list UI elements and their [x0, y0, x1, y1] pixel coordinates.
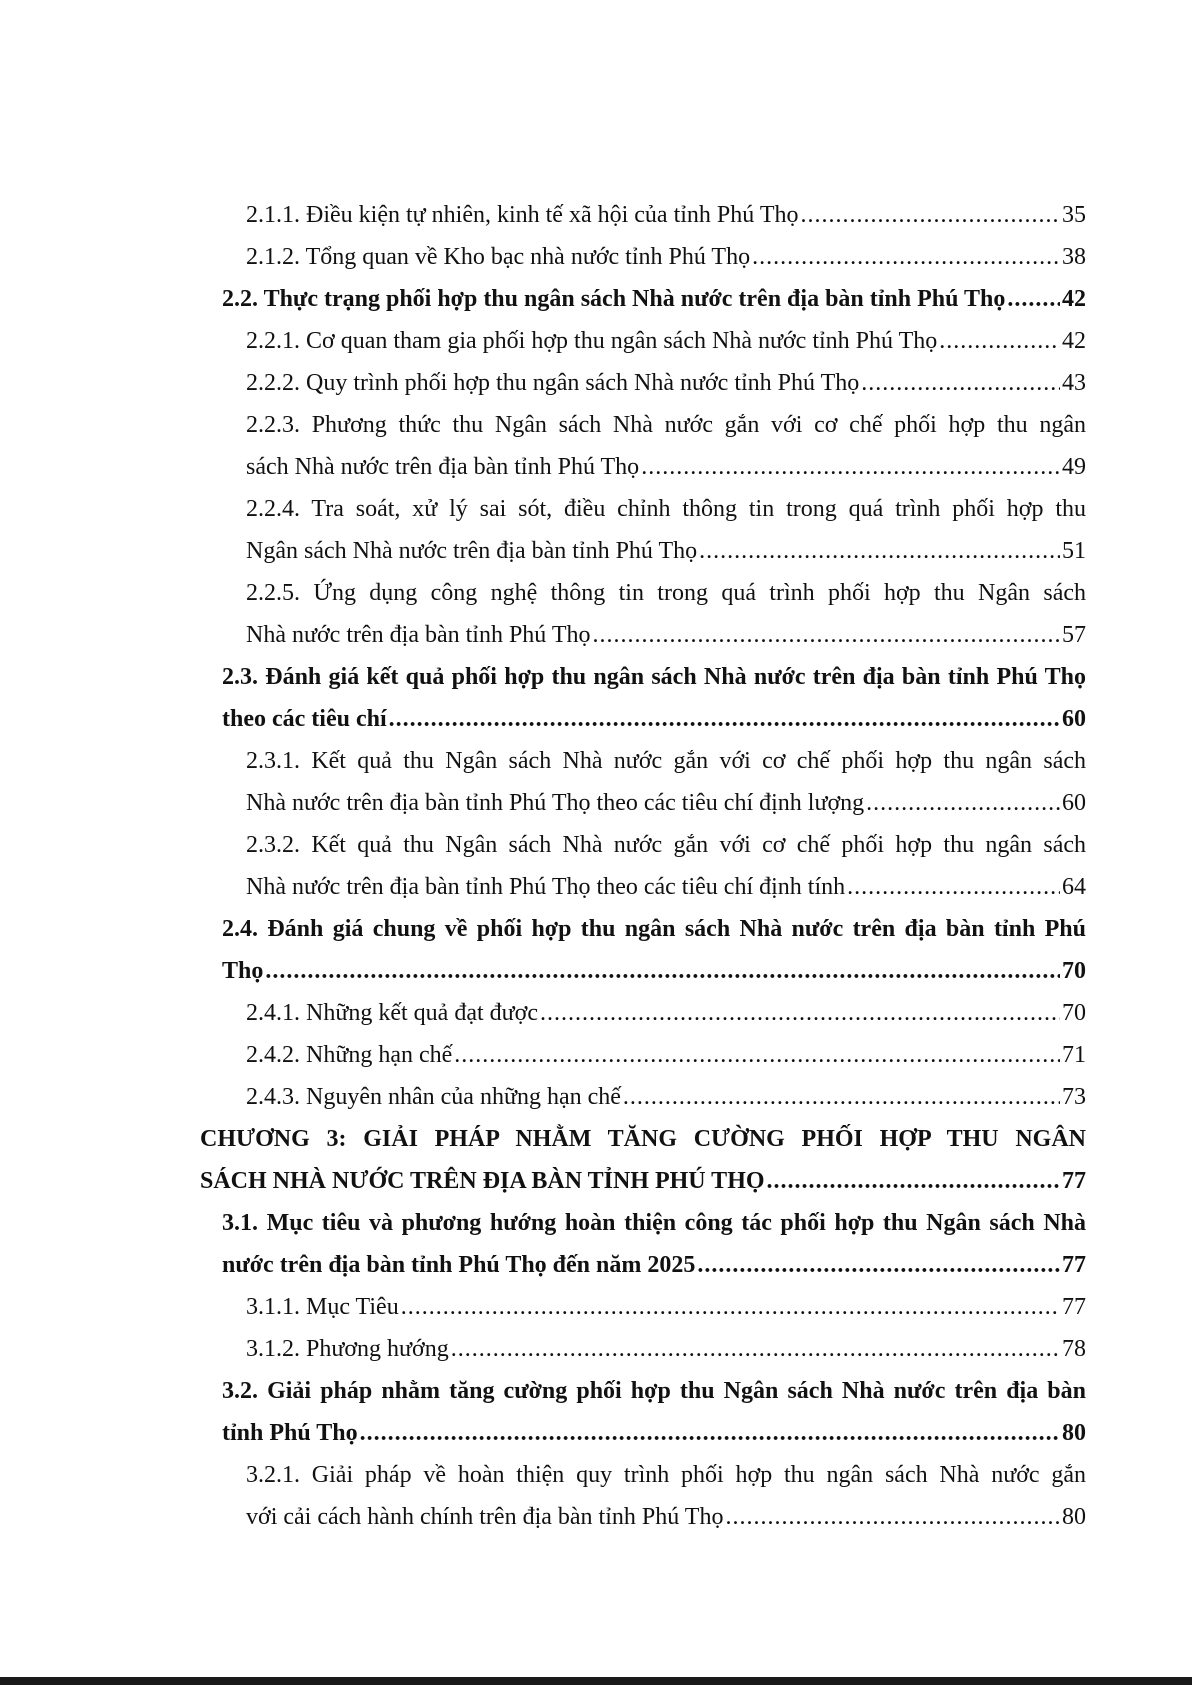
- dot-leader: [360, 1412, 1060, 1454]
- toc-entry[interactable]: [200, 278, 1086, 320]
- dot-leader: [767, 1160, 1060, 1202]
- toc-page-number: 35: [1062, 202, 1086, 228]
- dot-leader: [752, 236, 1060, 278]
- toc-entry-last-line: [246, 1034, 1086, 1076]
- toc-entry[interactable]: [200, 1034, 1086, 1076]
- toc-entry-last-line: [246, 614, 1086, 656]
- toc-entry-last-line: [246, 866, 1086, 908]
- toc-entry-title: Nhà nước trên địa bàn tỉnh Phú Thọ theo các tiêu chí định lượng: [246, 790, 865, 816]
- toc-entry-text-line: 2.3.2. Kết quả thu Ngân sách Nhà nước gắn với cơ chế phối hợp thu ngân sách: [246, 832, 1086, 858]
- toc-page-number: 77: [1062, 1294, 1086, 1320]
- dot-leader: [801, 194, 1061, 236]
- toc-entry-last-line: [222, 698, 1086, 740]
- toc-entry[interactable]: [200, 908, 1086, 992]
- toc-entry[interactable]: [200, 1454, 1086, 1538]
- toc-entry[interactable]: [200, 1118, 1086, 1202]
- page-bottom-edge: [0, 1677, 1192, 1685]
- toc-entry-title: Nhà nước trên địa bàn tỉnh Phú Thọ theo các tiêu chí định tính: [246, 874, 846, 900]
- dot-leader: [861, 362, 1060, 404]
- toc-page-number: 64: [1062, 874, 1086, 900]
- toc-entry-last-line: [200, 1160, 1086, 1202]
- toc-entry-last-line: [246, 446, 1086, 488]
- toc-entry-last-line: [246, 530, 1086, 572]
- toc-entry[interactable]: [200, 320, 1086, 362]
- toc-page-number: 70: [1062, 1000, 1086, 1026]
- toc-entry-last-line: [222, 1412, 1086, 1454]
- toc-entry-text-line: 2.3.1. Kết quả thu Ngân sách Nhà nước gắn với cơ chế phối hợp thu ngân sách: [246, 748, 1086, 774]
- toc-entry-text-line: 3.2. Giải pháp nhằm tăng cường phối hợp thu Ngân sách Nhà nước trên địa bàn: [222, 1378, 1086, 1404]
- toc-entry-last-line: [246, 782, 1086, 824]
- dot-leader: [451, 1328, 1060, 1370]
- toc-entry[interactable]: [200, 362, 1086, 404]
- dot-leader: [641, 446, 1060, 488]
- dot-leader: [540, 992, 1060, 1034]
- toc-entry[interactable]: [200, 740, 1086, 824]
- dot-leader: [699, 530, 1060, 572]
- toc-entry[interactable]: [200, 1286, 1086, 1328]
- toc-entry[interactable]: [200, 488, 1086, 572]
- toc-entry-text-line: 2.2.5. Ứng dụng công nghệ thông tin trong quá trình phối hợp thu Ngân sách: [246, 580, 1086, 606]
- toc-page-number: 49: [1062, 454, 1086, 480]
- dot-leader: [847, 866, 1060, 908]
- toc-page-number: 60: [1062, 706, 1086, 732]
- toc-entry-last-line: [246, 1286, 1086, 1328]
- toc-entry[interactable]: [200, 1370, 1086, 1454]
- toc-entry-title: với cải cách hành chính trên địa bàn tỉnh Phú Thọ: [246, 1504, 724, 1530]
- toc-entry-last-line: [222, 278, 1086, 320]
- toc-entry-text-line: 2.2.3. Phương thức thu Ngân sách Nhà nước gắn với cơ chế phối hợp thu ngân: [246, 412, 1086, 438]
- toc-entry-text-line: 2.2.4. Tra soát, xử lý sai sót, điều chỉnh thông tin trong quá trình phối hợp thu: [246, 496, 1086, 522]
- toc-entry-last-line: [222, 950, 1086, 992]
- toc-entry-title: 2.2. Thực trạng phối hợp thu ngân sách Nhà nước trên địa bàn tỉnh Phú Thọ: [222, 286, 1006, 312]
- dot-leader: [939, 320, 1060, 362]
- dot-leader: [866, 782, 1060, 824]
- toc-entry[interactable]: [200, 1328, 1086, 1370]
- toc-entry[interactable]: [200, 824, 1086, 908]
- toc-entry-last-line: [246, 194, 1086, 236]
- toc-entry-last-line: [246, 1496, 1086, 1538]
- dot-leader: [401, 1286, 1060, 1328]
- toc-entry[interactable]: [200, 236, 1086, 278]
- toc-entry-last-line: [222, 1244, 1086, 1286]
- toc-entry-title: tỉnh Phú Thọ: [222, 1420, 358, 1446]
- toc-page-number: 80: [1062, 1420, 1086, 1446]
- toc-entry[interactable]: [200, 194, 1086, 236]
- toc-entry-title: 3.1.1. Mục Tiêu: [246, 1294, 399, 1320]
- dot-leader: [1007, 278, 1060, 320]
- dot-leader: [725, 1496, 1060, 1538]
- toc-entry-title: 2.1.1. Điều kiện tự nhiên, kinh tế xã hội của tỉnh Phú Thọ: [246, 202, 799, 228]
- toc-entry-title: 2.2.2. Quy trình phối hợp thu ngân sách Nhà nước tỉnh Phú Thọ: [246, 370, 860, 396]
- toc-entry-title: Thọ: [222, 958, 264, 984]
- toc-entry-title: nước trên địa bàn tỉnh Phú Thọ đến năm 2025: [222, 1252, 696, 1278]
- toc-entry[interactable]: [200, 572, 1086, 656]
- toc-entry-title: 3.1.2. Phương hướng: [246, 1336, 449, 1362]
- dot-leader: [623, 1076, 1060, 1118]
- toc-entry-last-line: [246, 362, 1086, 404]
- toc-entry-last-line: [246, 1076, 1086, 1118]
- toc-page-number: 77: [1062, 1252, 1086, 1278]
- toc-entry[interactable]: [200, 656, 1086, 740]
- table-of-contents: [200, 194, 1086, 1538]
- toc-page-number: 42: [1062, 328, 1086, 354]
- toc-entry-title: 2.4.3. Nguyên nhân của những hạn chế: [246, 1084, 621, 1110]
- toc-entry[interactable]: [200, 992, 1086, 1034]
- toc-entry[interactable]: [200, 404, 1086, 488]
- dot-leader: [454, 1034, 1060, 1076]
- toc-page-number: 38: [1062, 244, 1086, 270]
- toc-entry-title: sách Nhà nước trên địa bàn tỉnh Phú Thọ: [246, 454, 640, 480]
- toc-page-number: 77: [1062, 1168, 1086, 1194]
- toc-page-number: 80: [1062, 1504, 1086, 1530]
- toc-entry[interactable]: [200, 1202, 1086, 1286]
- toc-page-number: 60: [1062, 790, 1086, 816]
- toc-entry-title: Ngân sách Nhà nước trên địa bàn tỉnh Phú Thọ: [246, 538, 698, 564]
- toc-entry-title: 2.2.1. Cơ quan tham gia phối hợp thu ngân sách Nhà nước tỉnh Phú Thọ: [246, 328, 938, 354]
- toc-entry-title: theo các tiêu chí: [222, 706, 387, 732]
- toc-entry-text-line: 3.2.1. Giải pháp về hoàn thiện quy trình phối hợp thu ngân sách Nhà nước gắn: [246, 1462, 1086, 1488]
- toc-page-number: 70: [1062, 958, 1086, 984]
- dot-leader: [593, 614, 1060, 656]
- toc-entry-text-line: 2.4. Đánh giá chung về phối hợp thu ngân sách Nhà nước trên địa bàn tỉnh Phú: [222, 916, 1086, 942]
- toc-entry-last-line: [246, 1328, 1086, 1370]
- toc-page-number: 73: [1062, 1084, 1086, 1110]
- toc-entry-last-line: [246, 320, 1086, 362]
- toc-entry-last-line: [246, 992, 1086, 1034]
- toc-page-number: 43: [1062, 370, 1086, 396]
- toc-entry-text-line: CHƯƠNG 3: GIẢI PHÁP NHẰM TĂNG CƯỜNG PHỐI HỢP THU NGÂN: [200, 1126, 1086, 1152]
- toc-page-number: 57: [1062, 622, 1086, 648]
- toc-page-number: 42: [1062, 286, 1086, 312]
- toc-entry-title: 2.1.2. Tổng quan về Kho bạc nhà nước tỉnh Phú Thọ: [246, 244, 751, 270]
- toc-page-number: 71: [1062, 1042, 1086, 1068]
- dot-leader: [697, 1244, 1060, 1286]
- toc-entry-title: SÁCH NHÀ NƯỚC TRÊN ĐỊA BÀN TỈNH PHÚ THỌ: [200, 1168, 765, 1194]
- toc-page-number: 78: [1062, 1336, 1086, 1362]
- toc-entry-title: Nhà nước trên địa bàn tỉnh Phú Thọ: [246, 622, 591, 648]
- dot-leader: [265, 950, 1060, 992]
- toc-entry-text-line: 3.1. Mục tiêu và phương hướng hoàn thiện công tác phối hợp thu Ngân sách Nhà: [222, 1210, 1086, 1236]
- toc-entry-last-line: [246, 236, 1086, 278]
- toc-entry-title: 2.4.2. Những hạn chế: [246, 1042, 453, 1068]
- toc-entry[interactable]: [200, 1076, 1086, 1118]
- toc-page-number: 51: [1062, 538, 1086, 564]
- dot-leader: [389, 698, 1060, 740]
- toc-entry-text-line: 2.3. Đánh giá kết quả phối hợp thu ngân sách Nhà nước trên địa bàn tỉnh Phú Thọ: [222, 664, 1086, 690]
- toc-entry-title: 2.4.1. Những kết quả đạt được: [246, 1000, 538, 1026]
